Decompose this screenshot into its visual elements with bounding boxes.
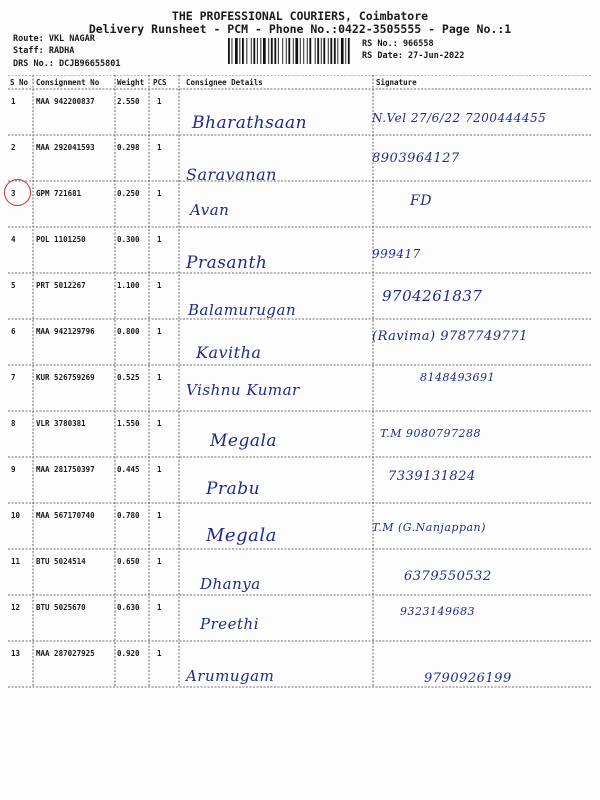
row-signature-handwritten: 8148493691 [420, 371, 495, 384]
row-consignee-handwritten: Prabu [206, 479, 261, 499]
row-consignee-handwritten: Avan [190, 201, 230, 219]
row-weight: 0.650 [117, 557, 140, 566]
col-pcs: PCS [153, 78, 167, 87]
row-consignee-handwritten: Bharathsaan [192, 113, 308, 133]
row-weight: 0.300 [117, 235, 140, 244]
row-sno: 12 [11, 603, 21, 612]
row-consignee-handwritten: Preethi [200, 615, 260, 633]
row-signature-handwritten: 9323149683 [400, 605, 475, 618]
row-pcs: 1 [157, 189, 162, 198]
row-pcs: 1 [157, 603, 162, 612]
row-weight: 0.250 [117, 189, 140, 198]
drs-field: DRS No.: DCJB96655801 [13, 59, 121, 69]
row-weight: 1.550 [117, 419, 140, 428]
row-consignee-handwritten: Prasanth [186, 253, 268, 273]
row-pcs: 1 [157, 649, 162, 658]
row-weight: 0.445 [117, 465, 140, 474]
row-consignee-handwritten: Kavitha [196, 343, 262, 362]
col-consignment: Consignment No [36, 78, 100, 87]
row-consignee-handwritten: Megala [206, 525, 277, 546]
barcode [228, 38, 352, 64]
row-pcs: 1 [157, 511, 162, 520]
row-consignee-handwritten: Balamurugan [188, 301, 297, 319]
row-sno: 3 [11, 189, 16, 198]
row-signature-handwritten: 9704261837 [382, 287, 483, 305]
row-consignee-handwritten: Arumugam [186, 667, 275, 685]
row-consignee-handwritten: Dhanya [200, 575, 261, 593]
row-consignment-no: GPM 721681 [36, 189, 82, 198]
row-sno: 8 [11, 419, 16, 428]
row-consignee-handwritten: Vishnu Kumar [186, 381, 300, 399]
row-sno: 11 [11, 557, 21, 566]
row-consignee-handwritten: Megala [210, 431, 278, 451]
row-consignment-no: MAA 942200837 [36, 97, 95, 106]
col-consignee: Consignee Details [186, 78, 263, 87]
row-consignment-no: MAA 281750397 [36, 465, 95, 474]
rs-number-field: RS No.: 966558 [362, 39, 434, 49]
col-weight: Weight [117, 78, 145, 87]
col-sno: S No [10, 78, 29, 87]
row-sno: 4 [11, 235, 16, 244]
row-weight: 2.550 [117, 97, 140, 106]
row-sno: 7 [11, 373, 16, 382]
row-sno: 13 [11, 649, 21, 658]
row-signature-handwritten: T.M (G.Nanjappan) [372, 521, 486, 534]
row-weight: 0.525 [117, 373, 140, 382]
row-consignment-no: KUR 526759269 [36, 373, 95, 382]
document-title: THE PROFESSIONAL COURIERS, Coimbatore [171, 9, 429, 23]
row-sno: 10 [11, 511, 21, 520]
row-signature-handwritten: 8903964127 [372, 151, 460, 166]
row-weight: 0.630 [117, 603, 140, 612]
row-pcs: 1 [157, 373, 162, 382]
row-consignment-no: BTU 5024514 [36, 557, 86, 566]
row-consignment-no: MAA 292041593 [36, 143, 95, 152]
row-consignment-no: VLR 3780381 [36, 419, 86, 428]
row-pcs: 1 [157, 281, 162, 290]
row-signature-handwritten: N.Vel 27/6/22 7200444455 [372, 111, 547, 125]
document-subtitle: Delivery Runsheet - PCM - Phone No.:0422-3505555 - Page No.:1 [88, 22, 512, 36]
row-pcs: 1 [157, 557, 162, 566]
row-consignee-handwritten: Saravanan [186, 165, 277, 184]
row-sno: 5 [11, 281, 16, 290]
row-consignment-no: BTU 5025670 [36, 603, 86, 612]
row-consignment-no: MAA 567170740 [36, 511, 95, 520]
row-pcs: 1 [157, 419, 162, 428]
row-weight: 0.298 [117, 143, 140, 152]
row-pcs: 1 [157, 465, 162, 474]
row-signature-handwritten: 999417 [372, 247, 421, 261]
runsheet-table-grid [8, 75, 592, 700]
row-sno: 2 [11, 143, 16, 152]
row-signature-handwritten: FD [410, 193, 432, 209]
row-consignment-no: MAA 287027925 [36, 649, 95, 658]
row-signature-handwritten: 7339131824 [388, 469, 476, 484]
row-signature-handwritten: (Ravima) 9787749771 [372, 329, 528, 344]
row-pcs: 1 [157, 235, 162, 244]
row-sno: 9 [11, 465, 16, 474]
row-weight: 1.100 [117, 281, 140, 290]
row-sno: 1 [11, 97, 16, 106]
row-signature-handwritten: T.M 9080797288 [380, 427, 481, 440]
row-consignment-no: POL 1101250 [36, 235, 86, 244]
row-weight: 0.800 [117, 327, 140, 336]
row-pcs: 1 [157, 327, 162, 336]
row-weight: 0.780 [117, 511, 140, 520]
col-signature: Signature [376, 78, 417, 87]
row-pcs: 1 [157, 143, 162, 152]
staff-field: Staff: RADHA [13, 46, 75, 56]
row-consignment-no: PRT 5012267 [36, 281, 86, 290]
row-consignment-no: MAA 942129796 [36, 327, 95, 336]
row-pcs: 1 [157, 97, 162, 106]
row-3-circle-mark [4, 179, 31, 206]
route-field: Route: VKL NAGAR [13, 34, 95, 44]
row-signature-handwritten: 6379550532 [404, 569, 492, 584]
row-weight: 0.920 [117, 649, 140, 658]
row-signature-handwritten: 9790926199 [424, 671, 512, 686]
row-sno: 6 [11, 327, 16, 336]
rs-date-field: RS Date: 27-Jun-2022 [362, 51, 465, 61]
